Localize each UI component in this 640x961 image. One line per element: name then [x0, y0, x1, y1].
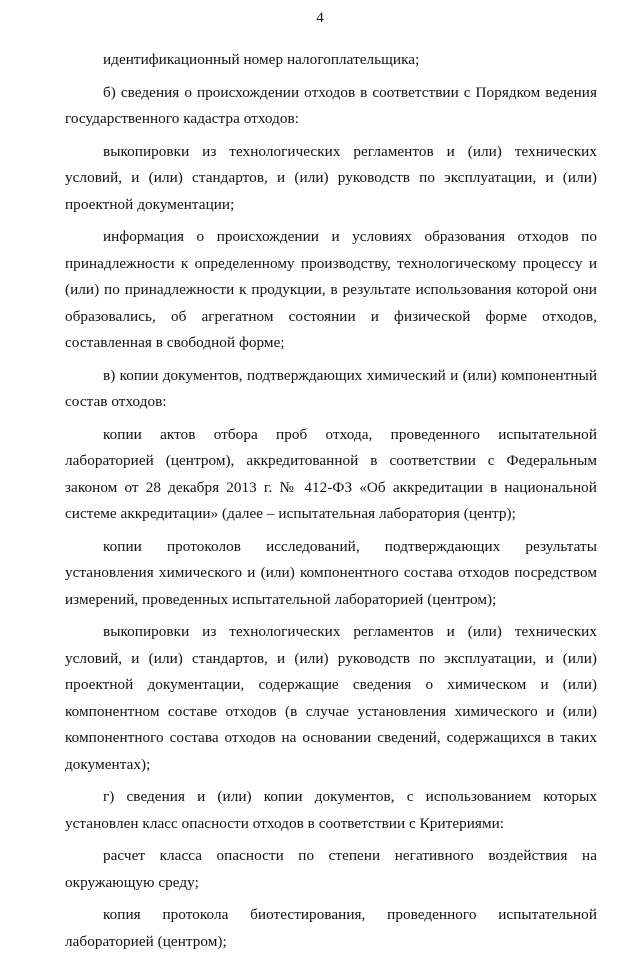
paragraph-biotesting-protocol: копия протокола биотестирования, проведенного испытательной лабораторией (центром); — [65, 906, 597, 950]
paragraph-composition-docs: в) копии документов, подтверждающих химический и (или) компонентный состав отходов: — [65, 366, 597, 410]
paragraph-research-protocols: копии протоколов исследований, подтверждающих результаты установления химического и (или) компонентного состава отходов посредством измерений, проведенных испытательной лабораторией (центром); — [65, 537, 597, 608]
paragraph-composition-extracts: выкопировки из технологических регламентов и (или) технических условий, и (или) стандартов, и (или) руководств по эксплуатации, и (или) проектной документации, содержащие сведения о химическом и (или) компонентном составе отходов (в случае установления химического и (или) компонентного состава отходов на основании сведений, содержащихся в таких документах); — [65, 623, 597, 773]
document-body — [65, 47, 597, 961]
paragraph-hazard-class-docs: г) сведения и (или) копии документов, с использованием которых установлен класс опасности отходов в соответствии с Критериями: — [65, 788, 597, 832]
paragraph-extracts-regulations: выкопировки из технологических регламентов и (или) технических условий, и (или) стандартов, и (или) руководств по эксплуатации, и (или) проектной документации; — [65, 142, 597, 213]
paragraph-hazard-calculation: расчет класса опасности по степени негативного воздействия на окружающую среду; — [65, 847, 597, 891]
paragraph-taxpayer-id: идентификационный номер налогоплательщика; — [103, 51, 420, 68]
paragraph-origin-information: информация о происхождении и условиях образования отходов по принадлежности к определенному производству, технологическому процессу и (или) по принадлежности к продукции, в результате использования которой они образовались, об агрегатном состоянии и физической форме отходов, составленная в свободной форме; — [65, 228, 597, 351]
paragraph-sampling-acts: копии актов отбора проб отхода, проведенного испытательной лабораторией (центром), аккредитованной в соответствии с Федеральным законом от 28 декабря 2013 г. № 412-ФЗ «Об аккредитации в национальной системе аккредитации» (далее – испытательная лаборатория (центр); — [65, 425, 597, 522]
page-number: 4 — [316, 10, 324, 26]
paragraph-origin-info: б) сведения о происхождении отходов в соответствии с Порядком ведения государственного кадастра отходов: — [65, 83, 597, 127]
